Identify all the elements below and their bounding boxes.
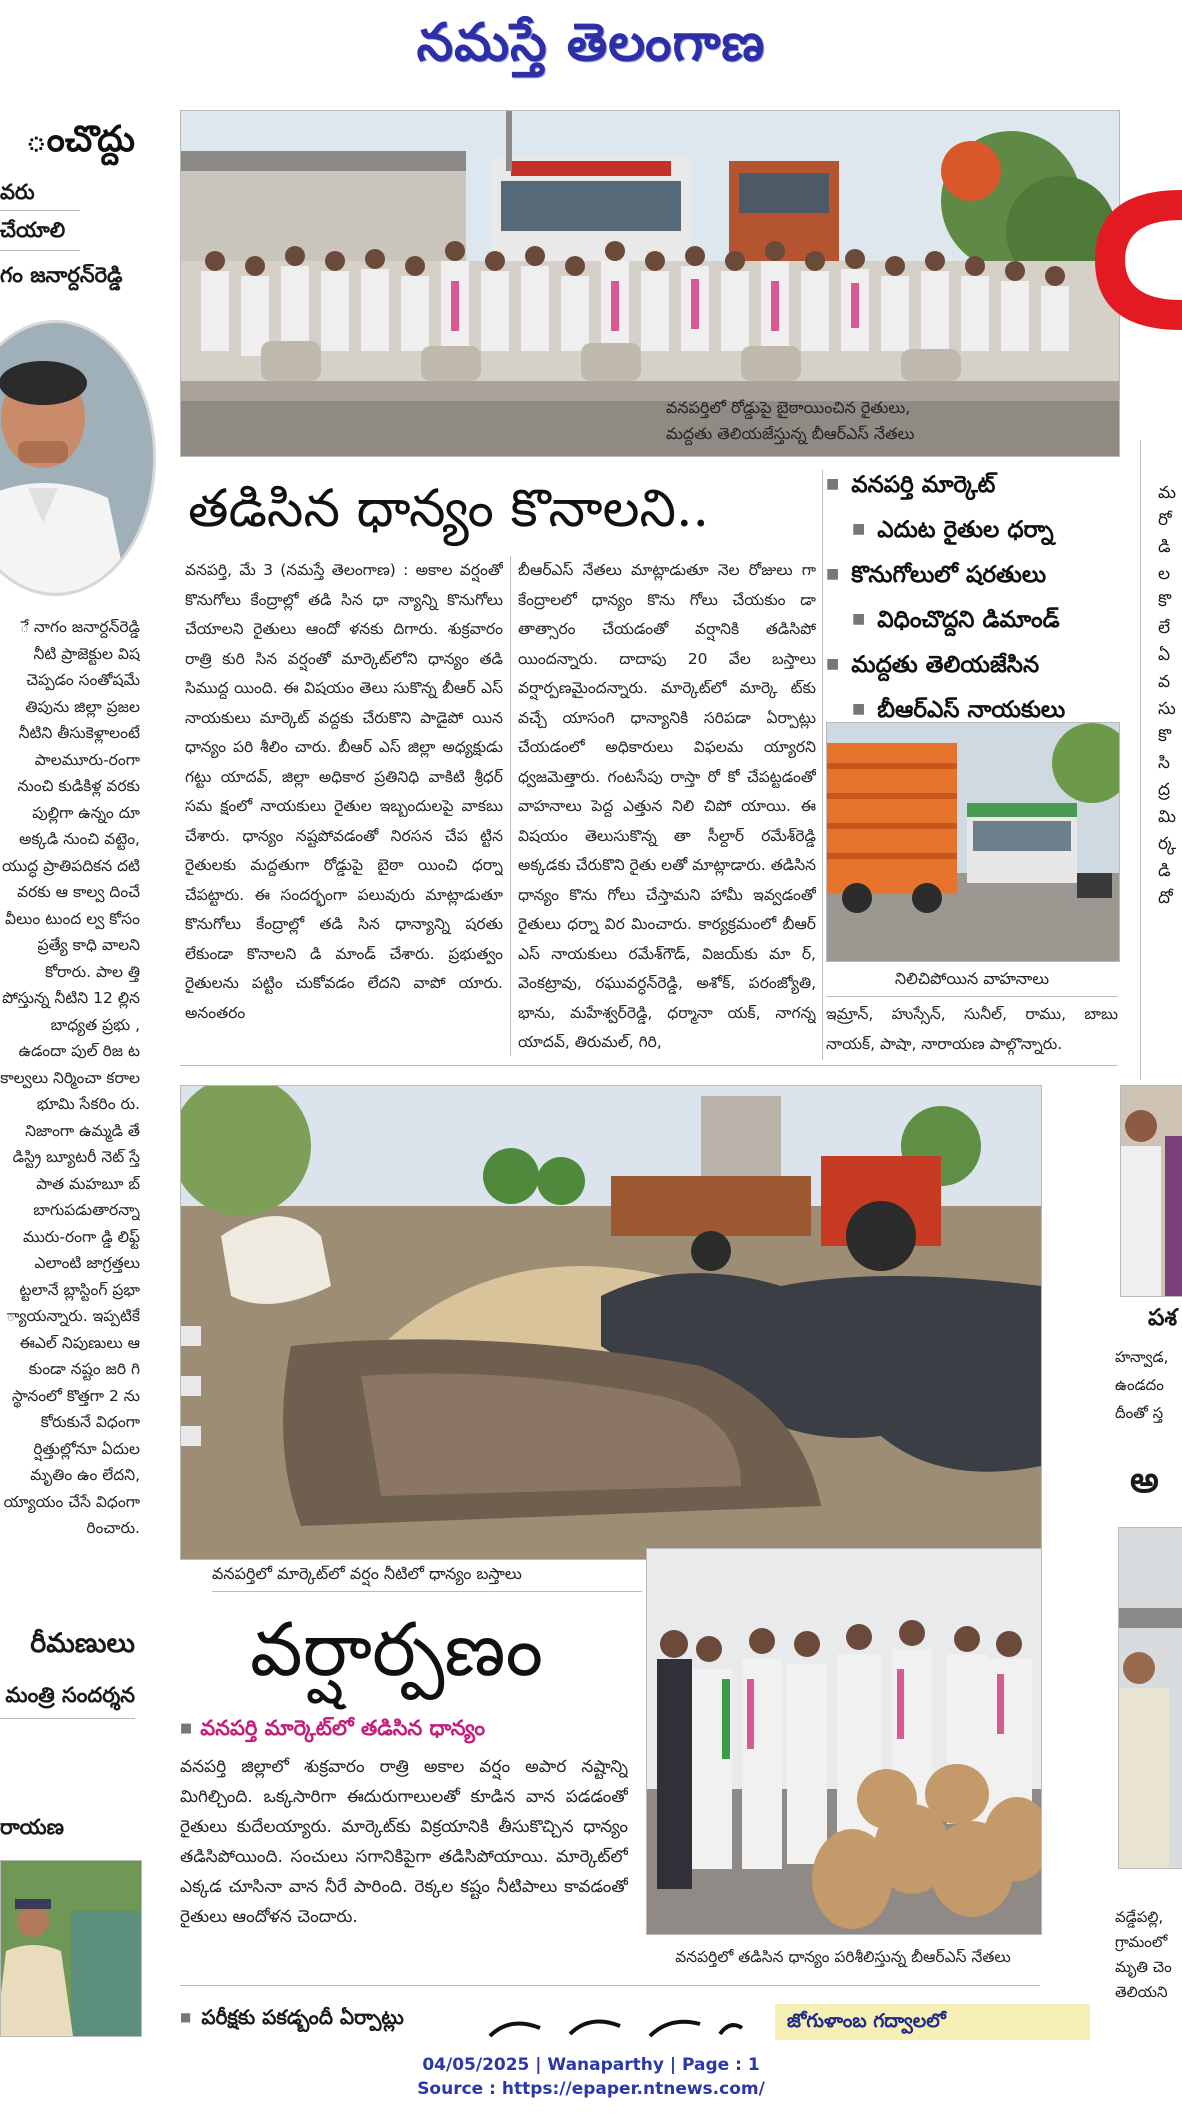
bullet-line: ■ ఎదుట రైతుల ధర్నా bbox=[826, 507, 1116, 552]
divider bbox=[0, 1718, 135, 1719]
bottom-bullet bbox=[180, 2005, 404, 2034]
left-sub5: రాయణ bbox=[0, 1815, 65, 1839]
column-divider bbox=[822, 470, 823, 1060]
top-photo-caption-line1: వనపర్తిలో రోడ్డుపై బైఠాయించిన రైతులు, bbox=[666, 398, 911, 417]
second-subhead bbox=[180, 1716, 640, 1746]
second-subhead-text: వనపర్తి మార్కెట్‌లో తడిసిన ధాన్యం bbox=[200, 1716, 486, 1740]
stopped-vehicles-photo bbox=[826, 722, 1120, 962]
divider bbox=[0, 210, 80, 211]
left-sub2: చేయాలి bbox=[0, 218, 66, 242]
left-body-text: ే నాగం జనార్దన్‌రెడ్డి నీటి ప్రాజెక్టుల విష చెప్పడం సంతోషమే తిపును జిల్లా ప్రజల నీటిని తీసుకెళ్లాలంటే పాలమూరు-రంగా నుంచి కుడికిళ్ల వరకు పుల్లిగా ఉన్నం దూ అక్కడి నుంచి వట్టెం, యుద్ధ ప్రాతిపదికన దటి వరకు ఆ కాల్వ దించే వీలుం టుంద ల్వ కోసం ప్రత్యే కాధి వాలని కోరారు. పాల త్తి పోస్తున్న నీటిని 12 ల్లిన బాధ్యత ప్రభు , ఉడందా పుల్ రిజ ట కాల్వలు నిర్మించా కరాల భూమి సేకరిం రు. నిజాంగా ఉమ్మడి తే డిస్ట్రి బ్యూటరీ నెట్ స్తే పాత మహబూ బ్ బాగుపడుతారన్నా మురు-రంగా డ్డి లిఫ్ట్ ఎలాంటి జాగ్రత్తలు ట్టలానే బ్లాస్టింగ్ ప్రభా ్యాయన్నారు. ఇప్పటికే ఈఎల్ నిపుణులు ఆ కుండా నష్టం జరి గి స్థానంలో కొత్తగా 2 ను కోరుకునే విధంగా ర్షిత్తుల్లోనూ ఏదుల మృతిం ఉం లేదని, య్యాయం చేసే విధంగా రించారు. bbox=[0, 618, 140, 1537]
wet-grain-caption: వనపర్తిలో మార్కెట్‌లో వర్షం నీటిలో ధాన్యం బస్తాలు bbox=[212, 1564, 522, 1583]
bullet-line: ■ విధించొద్దని డిమాండ్ bbox=[826, 597, 1116, 642]
footer-date-edition: 04/05/2025 | Wanaparthy | Page : 1 bbox=[422, 2055, 760, 2075]
divider bbox=[826, 996, 1118, 997]
red-logo-fragment bbox=[1085, 160, 1182, 350]
divider bbox=[212, 1591, 642, 1592]
column-divider bbox=[1140, 440, 1141, 1080]
section-divider bbox=[180, 1985, 1040, 1986]
police-officer-photo bbox=[0, 1860, 142, 2037]
wet-grain-market-photo bbox=[180, 1085, 1042, 1560]
bullet-icon: ■ bbox=[180, 2010, 192, 2024]
portrait-photo bbox=[0, 320, 156, 596]
right-snippet-body: హన్వాడ, ఉండదం దీంతో స్త bbox=[1115, 1348, 1169, 1422]
left-heading: ంచొద్దు bbox=[25, 118, 135, 160]
right-people-photo bbox=[1120, 1085, 1182, 1297]
bottom-partial-headline bbox=[480, 2010, 750, 2040]
left-sub3: గం జనార్దన్‌రెడ్డి bbox=[0, 263, 123, 287]
right-snippet-body2: వడ్డేపల్లి, గ్రామంలో మృతి చెం తెలియని bbox=[1115, 1908, 1172, 2001]
right-snippet-heading: పశ bbox=[1148, 1305, 1178, 1331]
leaders-inspect-grain-photo bbox=[646, 1548, 1042, 1935]
bullet-icon: ■ bbox=[180, 1721, 193, 1736]
divider bbox=[0, 250, 80, 251]
right-column-fragment bbox=[1158, 480, 1182, 1060]
column-divider bbox=[510, 556, 511, 1056]
second-headline: వర్షార్పణం bbox=[250, 1607, 544, 1693]
main-headline: తడిసిన ధాన్యం కొనాలని.. bbox=[188, 479, 710, 539]
main-story-column2: బీఆర్‌ఎస్ నేతలు మాట్లాడుతూ నెల రోజులు గా కేంద్రాలలో ధాన్యం కొను గోలు చేయకుం డా తాత్సారం చేయడంతో వర్షానికి తడిసిపో యిందన్నారు. దాదాపు 20 వేల బస్తాలు వర్షార్పణమైందన్నారు. మార్కెట్‌లో మార్కె ట్‌కు వచ్చే యాసంగి ధాన్యానికి సరిపడా ఏర్పాట్లు చేయడంలో అధికారులు విఫలమ య్యారని ధ్వజమెత్తారు. గంటసేపు రాస్తా రో కో చేపట్టడంతో వాహనాలు పెద్ద ఎత్తున నిలి చిపో యాయి. ఈ విషయం తెలుసుకొన్న తా సీల్దార్ రమేశ్‌రెడ్డి అక్కడకు చేరుకొని రైతు లతో మాట్లాడారు. తడిసిన ధాన్యం కొను గోలు చేస్తామని హామీ ఇవ్వడంతో రైతులు ధర్నా విర మించారు. కార్యక్రమంలో బీఆర్ ఎస్ నాయకులు రమేశ్‌గౌడ్, విజయ్‌కు మా ర్, వెంకట్రావు, రఘువర్ధన్‌రెడ్డి, అశోక్, పరంజ్యోతి, భాను, మహేశ్వర్‌రెడ్డి, ధర్మానా యక్, నాగన్న యాదవ్, తిరుమల్, గిరి, bbox=[518, 561, 816, 1051]
right-snippet-heading2: అ bbox=[1130, 1460, 1159, 1501]
main-bullets bbox=[826, 462, 1116, 732]
bullet-line: ■ వనపర్తి మార్కెట్ bbox=[826, 462, 1116, 507]
bullet-line: ■ కొనుగోలులో షరతులు bbox=[826, 552, 1116, 597]
left-heading2: రీమణులు bbox=[30, 1628, 135, 1659]
inspection-caption: వనపర్తిలో తడిసిన ధాన్యం పరిశీలిస్తున్న బీఆర్‌ఎస్ నేతలు bbox=[675, 1948, 1011, 1966]
footer-source-link[interactable]: Source : https://epaper.ntnews.com/ bbox=[417, 2079, 765, 2099]
bullet-line: ■ మద్దతు తెలియజేసిన bbox=[826, 642, 1116, 687]
right-text-fragment: మ రో డి ల కొ లే ఏ వ సు కొ సి ద్ర మి ర్క డి దో bbox=[1158, 483, 1177, 908]
bottom-yellow-box bbox=[775, 2004, 1090, 2040]
main-story-column1: వనపర్తి, మే 3 (నమస్తే తెలంగాణ) : అకాల వర్షంతో కొనుగోలు కేంద్రాల్లో తడి సిన ధా న్యాన్ని కొనుగోలు చేయాలని రైతులు ఆందో ళనకు దిగారు. శుక్రవారం రాత్రి కురి సిన వర్షంతో మార్కెట్‌లోని ధాన్యం తడి సిముద్ద యింది. ఈ విషయం తెలు సుకొన్న బీఆర్ ఎస్ నాయకులు మార్కెట్ వద్దకు చేరుకొని పాడైపో యిన ధాన్యం పరి శీలిం చారు. బీఆర్ ఎస్ జిల్లా అధ్యక్షుడు గట్టు యాదవ్, జిల్లా అధికార ప్రతినిధి వాకిటి శ్రీధర్ సమ క్షంలో నాయకులు రైతుల ఇబ్బందులపై వాకబు చేశారు. ధాన్యం నష్టపోవడంతో నిరసన చేప ట్టిన రైతులకు మద్దతుగా రోడ్డుపై బైఠా యించి ధర్నా చేపట్టారు. ఈ సందర్భంగా పలువురు మాట్లాడుతూ కొనుగోలు కేంద్రాల్లో తడి సిన ధాన్యాన్ని షరతు లేకుండా కొనాలని డి మాండ్ చేశారు. ప్రభుత్వం రైతులను పట్టిం చుకోవడం లేదని వాపో యారు. అనంతరం bbox=[185, 561, 503, 1022]
bullet-line: ■ బీఆర్‌ఎస్ నాయకులు bbox=[826, 687, 1116, 732]
bottom-box-text: జోగుళాంబ గద్వాలలో bbox=[787, 2010, 946, 2032]
vehicles-caption: నిలిచిపోయిన వాహనాలు bbox=[894, 969, 1050, 988]
left-sub1: వరు bbox=[0, 180, 35, 204]
second-story-body: వనపర్తి జిల్లాలో శుక్రవారం రాత్రి అకాల వర్షం అపార నష్టాన్ని మిగిల్చింది. ఒక్కసారిగా ఈదురుగాలులతో కూడిన వాన పడడంతో రైతులు కుదేలయ్యారు. మార్కెట్‌కు విక్రయానికి తీసుకొచ్చిన ధాన్యం తడిసిపోయింది. సంచులు సగానికిపైగా తడిసిపోయాయి. మార్కెట్‌లో ఎక్కడ చూసినా వాన నీరే పారింది. రెక్కల కష్టం నీటిపాలు కావడంతో రైతులు ఆందోళన చెందారు. bbox=[180, 1757, 628, 1927]
right-lower-photo bbox=[1118, 1527, 1182, 1869]
section-divider bbox=[180, 1065, 1118, 1066]
bottom-bullet-text: పరీక్షకు పకడ్బందీ ఏర్పాట్లు bbox=[201, 2005, 404, 2029]
masthead-title: నమస్తే తెలంగాణ bbox=[416, 12, 766, 73]
top-photo-caption-line2: మద్దతు తెలియజేస్తున్న బీఆర్‌ఎస్ నేతలు bbox=[666, 424, 915, 443]
main-story-column3-tail: ఇమ్రాన్, హుస్సేన్, సునీల్, రాము, బాబు నాయక్, పాషా, నారాయణ పాల్గొన్నారు. bbox=[826, 1005, 1118, 1053]
left-sub4: మంత్రి సందర్శన bbox=[5, 1683, 135, 1707]
